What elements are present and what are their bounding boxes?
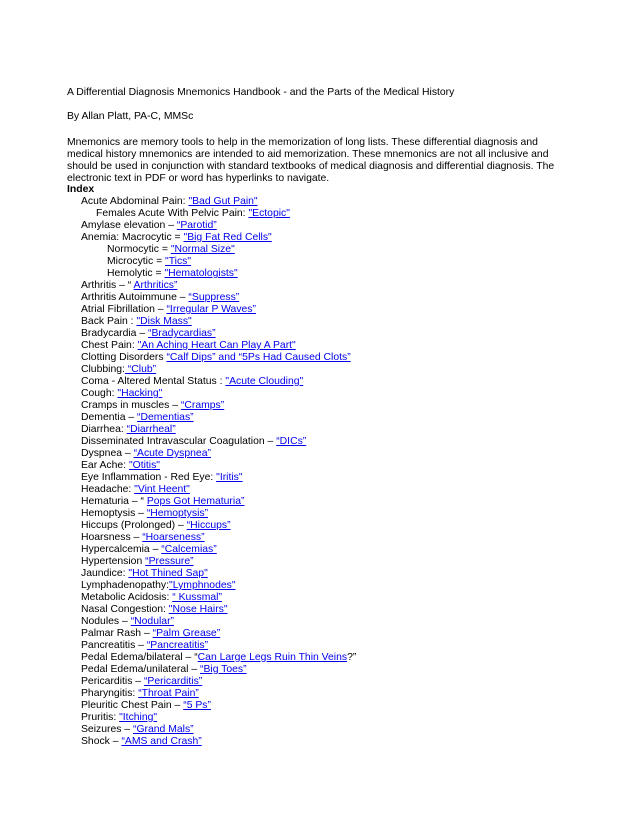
entry-label: Hematuria – “ (81, 496, 147, 507)
document-author: By Allan Platt, PA-C, MMSc (67, 111, 194, 122)
entry-label: Amylase elevation – (81, 220, 177, 231)
entry-label: Hemoptysis – (81, 508, 147, 519)
entry-label: Arthritis Autoimmune – (81, 292, 189, 303)
entry-label: Hypertension (81, 556, 146, 567)
index-entry (81, 340, 296, 352)
index-entry (107, 268, 238, 280)
index-entry (81, 544, 217, 556)
entry-label: Coma - Altered Mental Status : (81, 376, 226, 387)
entry-link[interactable]: "Big Fat Red Cells" (183, 232, 272, 243)
entry-label: Females Acute With Pelvic Pain: (96, 208, 249, 219)
entry-link[interactable]: “Palm Grease” (152, 628, 221, 639)
entry-link[interactable]: “Big Toes” (200, 664, 247, 675)
entry-link[interactable]: “Hiccups” (186, 520, 231, 531)
entry-label: Metabolic Acidosis: (81, 592, 173, 603)
entry-link[interactable]: “Club” (124, 364, 157, 375)
entry-label: Palmar Rash – (81, 628, 153, 639)
entry-label: Hypercalcemia – (81, 544, 162, 555)
index-entry (81, 400, 224, 412)
entry-link[interactable]: "Disk Mass" (136, 316, 192, 327)
entry-link[interactable]: “Hemoptysis” (146, 508, 209, 519)
index-entry (81, 196, 258, 208)
entry-label: Cramps in muscles – (81, 400, 181, 411)
entry-suffix: ?” (347, 652, 357, 663)
entry-link[interactable]: “Dementias” (137, 412, 194, 423)
entry-label: Pericarditis – (81, 676, 144, 687)
entry-label: Cough: (81, 388, 118, 399)
entry-link[interactable]: “Throat Pain” (138, 688, 199, 699)
index-entry (81, 688, 199, 700)
index-entry (81, 676, 202, 688)
entry-link[interactable]: "Vint Heent" (134, 484, 190, 495)
index-entry (81, 520, 231, 532)
entry-link[interactable]: "Hematologists" (164, 268, 238, 279)
entry-label: Clotting Disorders (81, 352, 167, 363)
index-entry (81, 460, 160, 472)
index-entry (81, 640, 208, 652)
entry-label: Acute Abdominal Pain: (81, 196, 189, 207)
index-entry (81, 352, 351, 364)
entry-link[interactable]: "An Aching Heart Can Play A Part" (137, 340, 296, 351)
entry-label: Pleuritic Chest Pain – (81, 700, 184, 711)
entry-link[interactable]: “Parotid” (176, 220, 217, 231)
entry-label: Ear Ache: (81, 460, 129, 471)
index-entry (81, 364, 156, 376)
entry-label: Hemolytic = (107, 268, 165, 279)
entry-label: Anemia: Macrocytic = (81, 232, 184, 243)
index-entry (81, 316, 192, 328)
index-entry (81, 700, 211, 712)
entry-label: Pancreatitis – (81, 640, 147, 651)
index-entry (81, 496, 244, 508)
entry-link[interactable]: “Cramps” (180, 400, 225, 411)
entry-link[interactable]: Can Large Legs Ruin Thin Veins (197, 652, 348, 663)
entry-label: Atrial Fibrillation – (81, 304, 167, 315)
index-entry (81, 556, 194, 568)
entry-label: Disseminated Intravascular Coagulation – (81, 436, 277, 447)
entry-link[interactable]: “Suppress” (188, 292, 240, 303)
entry-link[interactable]: “Pericarditis” (143, 676, 203, 687)
index-entry (81, 736, 202, 748)
entry-link[interactable]: “Calf Dips” and “5Ps Had Caused Clots” (166, 352, 351, 363)
index-entry (81, 568, 208, 580)
index-entry (81, 712, 157, 724)
intro-paragraph: Mnemonics are memory tools to help in the memorization of long lists. These differential diagnosis and medical history mnemonics are intended to aid memorization. These mnemonics are not all inclusive and should be used in conjunction with standard textbooks of medical diagnosis and differential diagnosis. The electronic text in PDF or word has hyperlinks to navigate. (67, 137, 555, 184)
index-entry (81, 604, 228, 616)
entry-link[interactable]: “Diarrheal” (126, 424, 176, 435)
entry-link[interactable]: "Acute Clouding" (225, 376, 304, 387)
entry-link[interactable]: "Lymphnodes" (169, 580, 236, 591)
entry-link[interactable]: “Calcemias” (161, 544, 217, 555)
index-entry (81, 376, 303, 388)
entry-link[interactable]: “Irregular P Waves” (166, 304, 256, 315)
index-entry (81, 424, 176, 436)
index-entry (81, 508, 208, 520)
index-entry (107, 244, 235, 256)
index-entry (81, 652, 356, 664)
entry-label: Headache: (81, 484, 135, 495)
entry-link[interactable]: “Pancreatitis” (146, 640, 209, 651)
entry-label: Microcytic = (107, 256, 166, 267)
index-entry (96, 208, 290, 220)
entry-link[interactable]: “Acute Dyspnea” (133, 448, 211, 459)
entry-label: Normocytic = (107, 244, 171, 255)
entry-link[interactable]: "Tics" (165, 256, 192, 267)
entry-label: Back Pain : (81, 316, 137, 327)
entry-link[interactable]: "Otitis" (128, 460, 160, 471)
index-entry (81, 388, 162, 400)
entry-label: Chest Pain: (81, 340, 138, 351)
index-entry (81, 484, 190, 496)
entry-link[interactable]: "Itching" (119, 712, 158, 723)
index-entry (81, 472, 243, 484)
entry-link[interactable]: "Ectopic" (248, 208, 290, 219)
index-heading: Index (67, 184, 95, 195)
entry-link[interactable]: “5 Ps” (183, 700, 211, 711)
entry-link[interactable]: “Nodular” (130, 616, 174, 627)
entry-link[interactable]: “ Kussmal” (172, 592, 222, 603)
index-entry (81, 436, 306, 448)
index-entry (107, 256, 191, 268)
entry-label: Nodules – (81, 616, 131, 627)
document-title: A Differential Diagnosis Mnemonics Handbook - and the Parts of the Medical History (67, 87, 455, 98)
index-entry (81, 664, 247, 676)
entry-label: Clubbing: (81, 364, 125, 375)
entry-link[interactable]: “DICs” (276, 436, 307, 447)
entry-label: Pedal Edema/unilateral – (81, 664, 200, 675)
index-entry (81, 724, 194, 736)
entry-link[interactable]: Arthritics” (133, 280, 178, 291)
entry-label: Pharyngitis: (81, 688, 139, 699)
entry-link[interactable]: "Hot Thined Sap" (128, 568, 208, 579)
entry-link[interactable]: "Hacking" (117, 388, 163, 399)
entry-label: Shock – (81, 736, 122, 747)
entry-link[interactable]: “AMS and Crash” (121, 736, 202, 747)
entry-label: Dementia – (81, 412, 138, 423)
index-entry (81, 628, 220, 640)
entry-link[interactable]: "Bad Gut Pain" (188, 196, 258, 207)
index-entry (81, 220, 217, 232)
index-entry (81, 448, 211, 460)
entry-label: Jaundice: (81, 568, 129, 579)
entry-label: Diarrhea: (81, 424, 127, 435)
index-entry (81, 580, 236, 592)
index-entry (81, 592, 222, 604)
index-entry (81, 304, 256, 316)
entry-label: Dyspnea – (81, 448, 134, 459)
index-entry (81, 532, 205, 544)
entry-link[interactable]: "Iritis" (216, 472, 243, 483)
entry-link[interactable]: "Normal Size" (170, 244, 235, 255)
entry-link[interactable]: “Grand Mals” (132, 724, 194, 735)
entry-link[interactable]: "Nose Hairs" (168, 604, 228, 615)
index-entry (81, 292, 239, 304)
index-entry (81, 616, 174, 628)
index-entry (81, 280, 177, 292)
entry-label: Lymphadenopathy: (81, 580, 170, 591)
entry-label: Hiccups (Prolonged) – (81, 520, 187, 531)
entry-label: Bradycardia – (81, 328, 148, 339)
entry-label: Hoarsness – (81, 532, 143, 543)
index-entry (81, 232, 272, 244)
index-entry (81, 412, 194, 424)
index-entry (81, 328, 216, 340)
entry-label: Nasal Congestion: (81, 604, 169, 615)
entry-link[interactable]: “Hoarseness” (142, 532, 205, 543)
entry-label: Arthritis – “ (81, 280, 134, 291)
entry-link[interactable]: Pops Got Hematuria” (146, 496, 245, 507)
entry-label: Pedal Edema/bilateral – “ (81, 652, 198, 663)
entry-link[interactable]: “Bradycardias” (148, 328, 216, 339)
entry-link[interactable]: “Pressure” (145, 556, 194, 567)
entry-label: Seizures – (81, 724, 133, 735)
entry-label: Pruritis: (81, 712, 120, 723)
entry-label: Eye Inflammation - Red Eye: (81, 472, 217, 483)
